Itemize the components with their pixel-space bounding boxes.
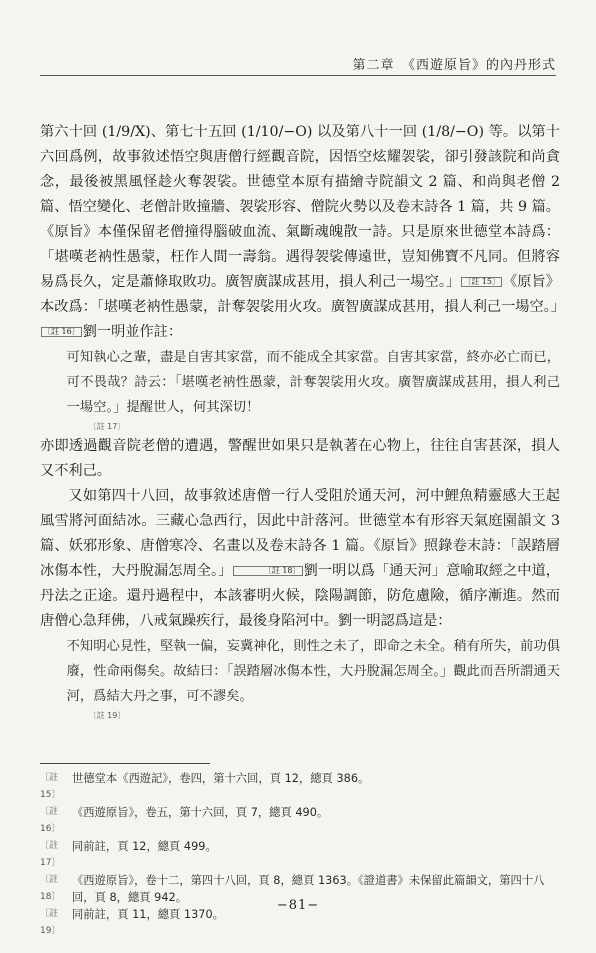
footnote-text: 《西遊原旨》，卷十二，第四十八回，頁 8，總頁 1363。《證道書》未保留此篇韻文，第四十八回，頁 8，總頁 942。	[72, 874, 545, 904]
footnote-text: 同前註，頁 12，總頁 499。	[72, 840, 217, 853]
main-text	[40, 120, 565, 723]
quote-note-ref[interactable]: 〔註 19〕	[88, 711, 126, 720]
quote-note-ref[interactable]: 〔註 17〕	[88, 422, 126, 431]
running-header: 第二章 《西遊原旨》的內丹形式	[352, 58, 556, 73]
footnote-text: 世德堂本《西遊記》，卷四，第十六回，頁 12，總頁 386。	[72, 772, 370, 785]
block-quote	[67, 345, 560, 434]
footnote-text: 同前註，頁 11，總頁 1370。	[72, 908, 224, 921]
footnote-label: 〔註 17〕	[40, 841, 61, 868]
footnote-rule	[40, 763, 210, 764]
paragraph-text: 《原旨》本改爲：「堪嘆老衲性愚蒙，計奪袈裟用火攻。廣智廣謀成甚用，損人利己一場空。」	[40, 274, 565, 315]
paragraph-text: 第六十回 (1/9/X)、第七十五回 (1/10/−O) 以及第八十一回 (1/8/−O) 等。以第十六回爲例，故事敘述悟空與唐僧行經觀音院，因悟空炫耀袈裟，卻引發該院和尚貪念，最後被黑風怪趁火奪袈裟。世德堂本原有描繪寺院韻文 2 篇、和尚與老僧 2 篇、悟空變化、老僧計敗撞牆、袈裟形容、僧院火勢以及卷末詩各 1 篇，共 9 篇。《原旨》本僅保留老僧撞得腦破血流、氣斷魂魄散一詩。只是原來世德堂本詩爲：「堪嘆老衲性愚蒙，枉作人間一壽翁。遇得袈裟傳遠世，豈知佛寶不凡同。但將容易爲長久，定是蕭條取敗功。廣智廣謀成甚用，損人利己一場空。」	[40, 124, 560, 290]
paragraph-3	[40, 484, 560, 634]
quote-text: 可知執心之輩，盡是自害其家當，而不能成全其家當。自害其家當，終亦必亡而已，可不畏哉？詩云：「堪嘆老衲性愚蒙，計奪袈裟用火攻。廣智廣謀成甚用，損人利己一場空。」提醒世人，何其深切！	[66, 350, 560, 415]
footnote-label: 〔註 15〕	[40, 773, 61, 800]
footnote	[40, 804, 560, 838]
note-ref[interactable]: 〔註 18〕	[233, 566, 302, 576]
block-quote	[67, 634, 560, 723]
quote-text: 不知明心見性，堅執一偏，妄冀神化，則性之未了，即命之未全。稍有所失，前功俱廢，性命兩傷矣。故結曰：「誤踏層冰傷本性，大丹脫漏怎周全。」觀此而吾所謂通天河，爲結大丹之事，可不謬矣。	[66, 639, 560, 704]
footnote	[40, 770, 560, 804]
paragraph-text: 劉一明以爲「通天河」意喻取經之中道，丹法之正途。還丹過程中，本該審明火候，陰陽調節，防危慮險，循序漸進。然而唐僧心急拜佛，八戒氣躁疾行，最後身陷河中。劉一明認爲這是：	[40, 563, 560, 629]
note-ref[interactable]: 〔註 16〕	[43, 327, 80, 336]
footnote-label: 〔註 18〕	[40, 875, 61, 902]
footnote-label: 〔註 16〕	[40, 807, 61, 834]
header-rule	[40, 75, 556, 76]
footnote-text: 《西遊原旨》，卷五，第十六回，頁 7，總頁 490。	[72, 806, 329, 819]
paragraph-2: 亦即透過觀音院老僧的遭遇，警醒世如果只是執著在心物上，往往自害甚深，損人又不利己。	[40, 438, 560, 479]
footnotes	[40, 770, 560, 940]
paragraph-1	[40, 120, 565, 345]
paragraph-text: 又如第四十八回，故事敘述唐僧一行人受阻於通天河，河中鯉魚精靈感大王起風雪將河面結冰。三藏心急西行，因此中計落河。世德堂本有形容天氣庭園韻文 3 篇、妖邪形象、唐僧寒冷、名畫以及卷末詩各 1 篇。《原旨》照錄卷末詩：「誤踏層冰傷本性，大丹脫漏怎周全。」	[40, 488, 560, 579]
page-number: −81−	[276, 898, 320, 913]
footnote	[40, 838, 560, 872]
paragraph-text: 劉一明並作註：	[82, 324, 183, 340]
note-ref[interactable]: 〔註 15〕	[463, 277, 500, 286]
footnote-label: 〔註 19〕	[40, 909, 61, 936]
